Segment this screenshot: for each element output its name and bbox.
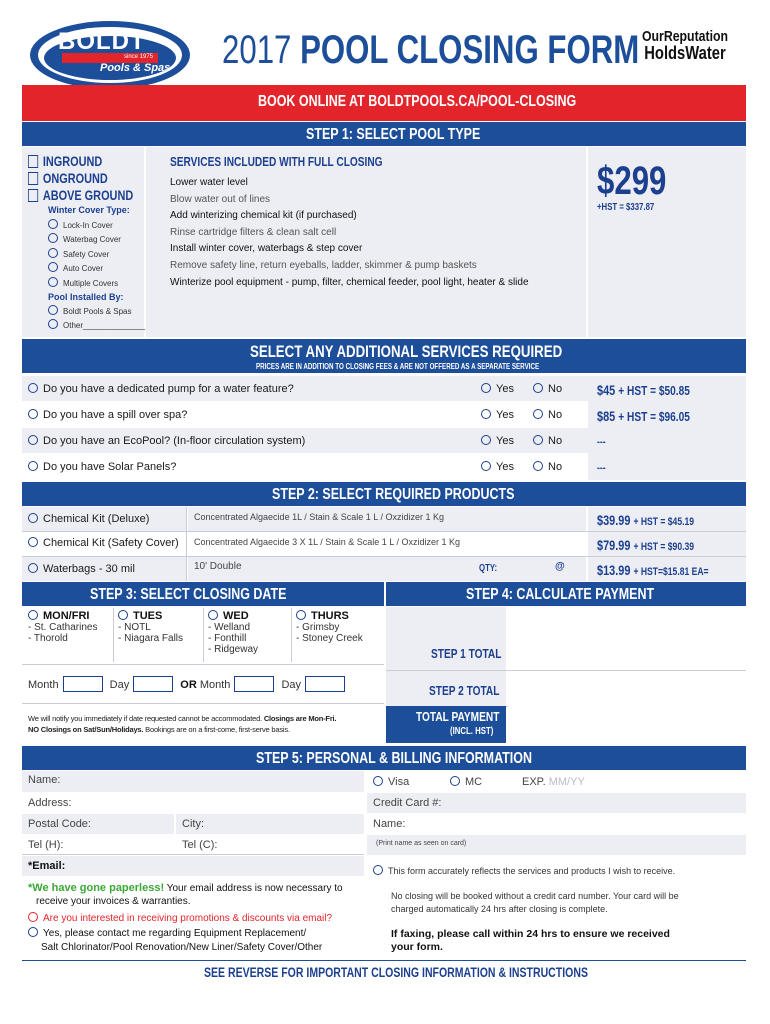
step4-title: STEP 4: CALCULATE PAYMENT	[466, 586, 655, 603]
product-desc: Concentrated Algaecide 1L / Stain & Scale 1 L / Oxzidizer 1 Kg	[194, 512, 444, 522]
product-option[interactable]: Chemical Kit (Safety Cover)	[28, 537, 179, 549]
winter-cover-option[interactable]: Multiple Covers	[48, 277, 121, 291]
total-payment-label: TOTAL PAYMENT	[416, 709, 500, 724]
booking-note: No closing will be booked without a credit card number. Your card will be charged automatically 24 hrs after closing is complete.	[391, 891, 679, 914]
slogan-line-2: HoldsWater	[644, 43, 726, 63]
product-option[interactable]: Chemical Kit (Deluxe)	[28, 513, 149, 525]
product-desc: Concentrated Algaecide 3 X 1L / Stain & Scale 1 L / Oxzidizer 1 Kg	[194, 537, 460, 547]
closing-price: $299	[597, 159, 667, 203]
product-option[interactable]: Waterbags - 30 mil	[28, 563, 135, 575]
step3-title: STEP 3: SELECT CLOSING DATE	[90, 586, 287, 603]
book-online-text[interactable]: BOOK ONLINE AT BOLDTPOOLS.CA/POOL-CLOSING	[258, 93, 577, 110]
mc-option[interactable]: MC	[450, 776, 482, 788]
service-item: Remove safety line, return eyeballs, ladder, skimmer & pump baskets	[170, 259, 477, 271]
additional-q[interactable]: Do you have Solar Panels?	[28, 461, 176, 473]
month-input[interactable]	[63, 676, 103, 692]
additional-title: SELECT ANY ADDITIONAL SERVICES REQUIRED	[250, 342, 563, 361]
service-item: Winterize pool equipment - pump, filter, chemical feeder, pool light, heater & slide	[170, 276, 529, 288]
page-title	[222, 28, 639, 73]
day-divider	[113, 608, 114, 662]
closing-day[interactable]: THURS - Grimsby - Stoney Creek	[296, 610, 363, 644]
slogan	[620, 28, 750, 64]
winter-cover-list	[48, 219, 121, 291]
closing-day[interactable]: MON/FRI - St. Catharines - Thorold	[28, 610, 98, 644]
closing-day[interactable]: WED - Welland - Fonthill - Ridgeway	[208, 610, 259, 655]
services-list	[170, 175, 529, 291]
footer-text: SEE REVERSE FOR IMPORTANT CLOSING INFORMATION & INSTRUCTIONS	[204, 965, 588, 980]
services-title: SERVICES INCLUDED WITH FULL CLOSING	[170, 154, 383, 169]
additional-q[interactable]: Do you have a dedicated pump for a water feature?	[28, 383, 294, 395]
footer-divider	[22, 960, 746, 961]
day-divider	[291, 608, 292, 662]
closing-day[interactable]: TUES - NOTL - Niagara Falls	[118, 610, 184, 644]
total-amount-field[interactable]	[508, 706, 746, 743]
service-item: Rinse cartridge filters & clean salt cell	[170, 226, 337, 238]
no-option[interactable]: No	[533, 435, 562, 447]
contact-option[interactable]: Yes, please contact me regarding Equipment Replacement/ Salt Chlorinator/Pool Renovation/New Liner/Safety Cover/Other	[28, 927, 322, 955]
step4-line	[386, 670, 746, 671]
address-label: Address:	[28, 797, 72, 809]
name-field[interactable]	[22, 771, 364, 792]
title-main: POOL CLOSING FORM	[300, 28, 640, 72]
additional-price: $45 + HST = $50.85	[597, 382, 690, 398]
visa-option[interactable]: Visa	[373, 776, 409, 788]
no-option[interactable]: No	[533, 409, 562, 421]
boldt-logo	[28, 18, 193, 90]
additional-q[interactable]: Do you have an EcoPool? (In-floor circulation system)	[28, 435, 305, 447]
col-divider	[186, 507, 187, 581]
service-item: Install winter cover, waterbags & step cover	[170, 243, 363, 255]
address-field[interactable]	[22, 793, 364, 813]
title-year: 2017	[222, 28, 292, 72]
day-divider	[203, 608, 204, 662]
checkbox[interactable]	[28, 155, 38, 168]
no-option[interactable]: No	[533, 461, 562, 473]
no-option[interactable]: No	[533, 383, 562, 395]
logo-sub: Pools & Spas	[100, 62, 171, 74]
installed-by-option[interactable]: Other______________	[48, 319, 145, 333]
product-price: $39.99 + HST = $45.19	[597, 512, 695, 528]
at-symbol: @	[555, 561, 565, 572]
step2-title: STEP 2: SELECT REQUIRED PRODUCTS	[272, 486, 515, 503]
city-label: City:	[182, 818, 204, 830]
installed-by-list	[48, 305, 145, 333]
promo-option[interactable]: Are you interested in receiving promotions & discounts via email?	[28, 912, 332, 924]
city-field[interactable]	[176, 814, 364, 834]
email-label: *Email:	[28, 860, 66, 872]
logo-brand: BOLDT	[58, 28, 146, 55]
accurate-option[interactable]: This form accurately reflects the services and products I wish to receive.	[373, 865, 675, 876]
additional-price: ---	[597, 462, 606, 474]
winter-cover-label: Winter Cover Type:	[48, 205, 130, 215]
yes-option[interactable]: Yes	[481, 409, 514, 421]
pool-type-above-ground[interactable]: ABOVE GROUND	[28, 187, 133, 204]
installed-by-label: Pool Installed By:	[48, 292, 124, 302]
fax-note: If faxing, please call within 24 hrs to ensure we received your form.	[391, 928, 670, 953]
incl-hst-label: (INCL. HST)	[450, 726, 494, 737]
or-label: OR	[180, 679, 197, 691]
closing-price-hst: +HST = $337.87	[597, 202, 655, 213]
expiry-field[interactable]: EXP. MM/YY	[522, 776, 585, 788]
email-field[interactable]	[22, 856, 364, 876]
step1-total-label: STEP 1 TOTAL	[431, 646, 502, 661]
service-item: Blow water out of lines	[170, 193, 271, 205]
service-item: Lower water level	[170, 177, 248, 188]
month-label: Month	[28, 679, 59, 691]
name-label: Name:	[28, 774, 61, 786]
yes-option[interactable]: Yes	[481, 383, 514, 395]
pool-type-onground[interactable]: ONGROUND	[28, 170, 133, 187]
paperless-note: *We have gone paperless! Your email address is now necessary to receive your invoices & warranties.	[28, 882, 343, 907]
step3-divider	[22, 664, 384, 665]
date-note: We will notify you immediately if date requested cannot be accommodated. Closings are Mon-Fri. NO Closings on Sat/Sun/Holidays. Bookings are on a first-come, first-serve basis.	[28, 714, 337, 734]
cc-number-label: Credit Card #:	[373, 797, 442, 809]
checkbox[interactable]	[28, 189, 38, 202]
month-label: Month	[199, 679, 231, 691]
day-label: Day	[109, 679, 130, 691]
telc-label: Tel (C):	[182, 839, 218, 851]
postal-label: Postal Code:	[28, 818, 91, 830]
telh-label: Tel (H):	[28, 839, 64, 851]
slogan-line-1: OurReputation	[641, 28, 729, 45]
additional-price: $85 + HST = $96.05	[597, 408, 690, 424]
step2-total-label: STEP 2 TOTAL	[429, 683, 500, 698]
pool-type-list	[28, 153, 163, 204]
pool-type-inground[interactable]: INGROUND	[28, 153, 133, 170]
date-entry	[28, 676, 349, 692]
checkbox[interactable]	[28, 172, 38, 185]
qty-label: QTY:	[479, 563, 498, 574]
winter-cover-option[interactable]: Lock-In Cover	[48, 219, 121, 233]
logo-since: since 1975	[124, 54, 154, 60]
installed-by-option[interactable]: Boldt Pools & Spas	[48, 305, 145, 319]
winter-cover-option[interactable]: Safety Cover	[48, 248, 121, 262]
additional-subtitle: PRICES ARE IN ADDITION TO CLOSING FEES & ARE NOT OFFERED AS A SEPARATE SERVICE	[256, 362, 540, 371]
product-desc: 10' Double	[194, 561, 242, 572]
day-input-2[interactable]	[305, 676, 345, 692]
step1-title: STEP 1: SELECT POOL TYPE	[306, 126, 481, 143]
yes-option[interactable]: Yes	[481, 435, 514, 447]
month-input-2[interactable]	[234, 676, 274, 692]
winter-cover-option[interactable]: Waterbag Cover	[48, 233, 121, 247]
additional-q[interactable]: Do you have a spill over spa?	[28, 409, 187, 421]
product-price: $13.99 + HST=$15.81 EA=	[597, 562, 709, 578]
day-input[interactable]	[133, 676, 173, 692]
winter-cover-option[interactable]: Auto Cover	[48, 262, 121, 276]
print-name-note: (Print name as seen on card)	[376, 840, 467, 847]
product-desc-cell	[188, 557, 586, 581]
additional-price: ---	[597, 436, 606, 448]
cc-name-label: Name:	[373, 818, 406, 830]
yes-option[interactable]: Yes	[481, 461, 514, 473]
day-label: Day	[281, 679, 302, 691]
service-item: Add winterizing chemical kit (if purchased)	[170, 210, 357, 222]
step5-title: STEP 5: PERSONAL & BILLING INFORMATION	[256, 750, 532, 767]
step3-divider	[22, 703, 384, 704]
product-price: $79.99 + HST = $90.39	[597, 537, 695, 553]
